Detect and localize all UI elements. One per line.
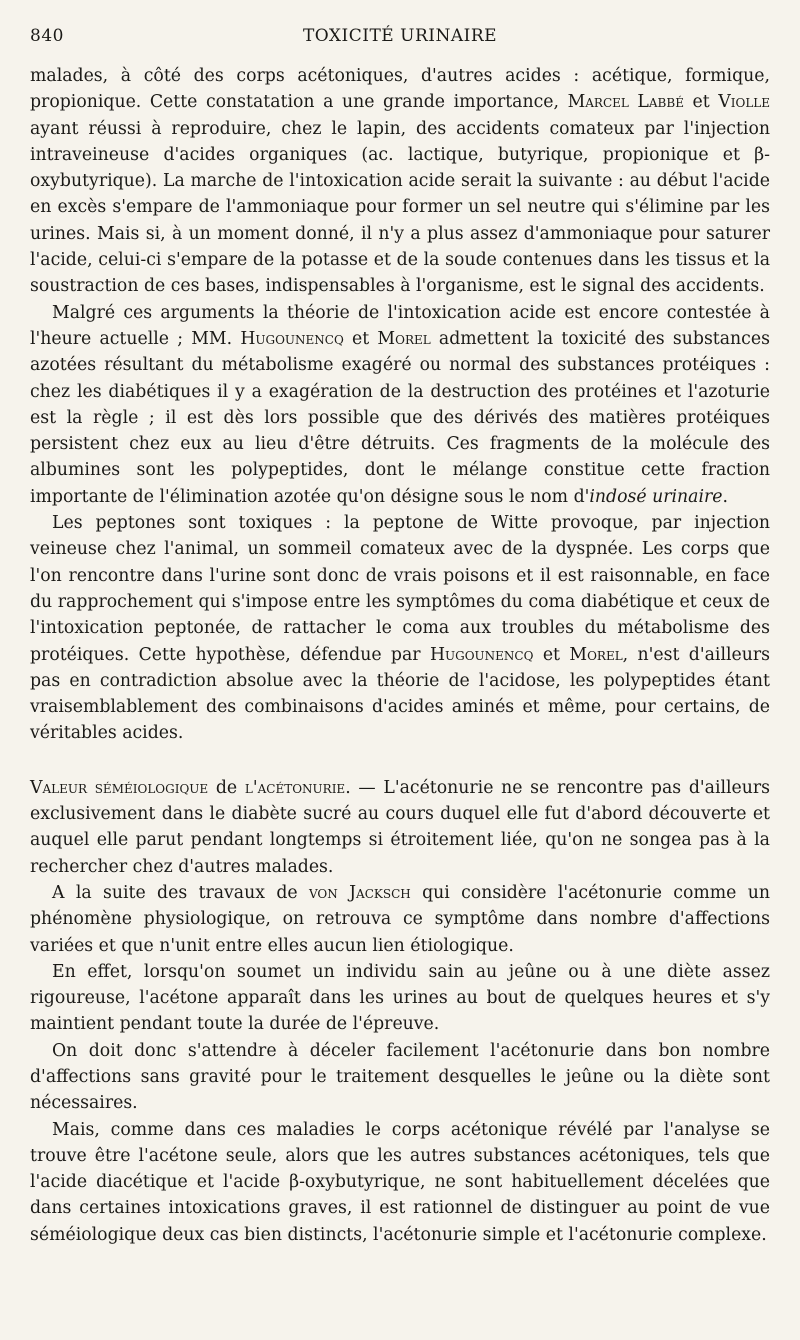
body-text — [30, 63, 770, 1248]
author-name: Hugounencq — [240, 328, 344, 349]
text-run: ayant réussi à reproduire, chez le lapin, des accidents comateux par l'injection intraveineuse d'acides organiques (ac. lactique, butyrique, propionique et β-oxybutyrique). La marche de l'intoxication acide serait la suivante : au début l'acide en excès s'empare de l'ammoniaque pour former un sel neutre qui s'élimine par les urines. Mais si, à un moment donné, il n'y a plus assez d'ammoniaque pour saturer l'acide, celui-ci s'empare de la potasse et de la soude contenues dans les tissus et la soustraction de ces bases, indispensables à l'organisme, est le signal des accidents. — [30, 118, 770, 297]
author-name: von Jacksch — [308, 882, 411, 903]
running-header — [30, 26, 770, 54]
paragraph: En effet, lorsqu'on soumet un individu sain au jeûne ou à une diète assez rigoureuse, l'acétone apparaît dans les urines au bout de quelques heures et s'y maintient pendant toute la durée de l'épreuve. — [30, 961, 770, 1035]
text-run: Les peptones sont toxiques : la peptone de Witte provoque, par injection veineuse chez l'animal, un sommeil comateux avec de la dyspnée. Les corps que l'on rencontre dans l'urine sont donc de vrais poisons et il est raisonnable, en face du rapprochement qui s'impose entre les symptômes du coma diabétique et ceux de l'intoxication peptonée, de rattacher le coma aux troubles du métabolisme des protéiques. Cette hypothèse, défendue par — [30, 513, 770, 665]
paragraph: On doit donc s'attendre à déceler facilement l'acétonurie dans bon nombre d'affections sans gravité pour le traitement desquelles le jeûne ou la diète sont nécessaires. — [30, 1040, 770, 1114]
text-run: et — [352, 328, 370, 349]
text-run: malades, à côté des corps acétoniques, d'autres acides : acétique, formique, propionique. Cette constatation a une grande importance, — [30, 66, 770, 113]
section-paragraph — [30, 775, 770, 880]
text-run: Malgré ces arguments la théorie de l'intoxication acide est encore contestée à l'heure actuelle ; MM. — [30, 302, 770, 349]
text-run: A la suite des travaux de — [52, 882, 298, 903]
text-run: . — [722, 486, 728, 507]
author-name: Violle — [718, 92, 771, 113]
author-name: Morel — [377, 328, 431, 349]
text-run: de — [215, 777, 238, 798]
paragraph — [30, 300, 770, 510]
text-run: , n'est d'ailleurs pas en contradiction absolue avec la théorie de l'acidose, les polypeptides étant vraisemblablement des combinaisons d'acides aminés et même, pour certains, de véritables acides. — [30, 644, 770, 744]
section-title: Valeur séméiologique — [30, 777, 209, 798]
text-run: et — [692, 92, 710, 113]
page-number: 840 — [30, 26, 64, 46]
italic-term: indosé urinaire — [589, 486, 723, 507]
paragraph — [30, 63, 770, 300]
author-name: Hugounencq — [429, 644, 534, 665]
running-title: TOXICITÉ URINAIRE — [302, 26, 498, 46]
text-run: admettent la toxicité des substances azotées résultant du métabolisme exagéré ou normal des substances protéiques : chez les diabétiques il y a exagération de la destruction des protéines et l'azoturie est la règle ; il est dès lors possible que des dérivés des matières protéiques persistent chez eux au lieu d'être détruits. Ces fragments de la molécule des albumines sont les polypeptides, dont le mélange constitue cette fraction importante de l'élimination azotée qu'on désigne sous le nom d' — [30, 328, 770, 507]
text-run: et — [542, 644, 560, 665]
author-name: Marcel Labbé — [567, 92, 684, 113]
paragraph — [30, 880, 770, 959]
paragraph: Mais, comme dans ces maladies le corps acétonique révélé par l'analyse se trouve être l'acétone seule, alors que les autres substances acétoniques, tels que l'acide diacétique et l'acide β-oxybutyrique, ne sont habituellement décelées que dans certaines intoxications graves, il est rationnel de distinguer au point de vue séméiologique deux cas bien distincts, l'acétonurie simple et l'acétonurie complexe. — [30, 1119, 770, 1245]
text-run: qui considère l'acétonurie comme un phénomène physiologique, on retrouva ce symptôme dans nombre d'affections variées et que n'unit entre elles aucun lien étiologique. — [30, 882, 770, 956]
text-run: — L'acétonurie ne se rencontre pas d'ailleurs exclusivement dans le diabète sucré au cours duquel elle fut d'abord découverte et auquel elle parut pendant longtemps si étroitement liée, qu'on ne songea pas à la rechercher chez d'autres malades. — [30, 777, 771, 877]
section-title: l'acétonurie. — [244, 777, 351, 798]
author-name: Morel — [569, 644, 623, 665]
paragraph — [30, 510, 770, 747]
